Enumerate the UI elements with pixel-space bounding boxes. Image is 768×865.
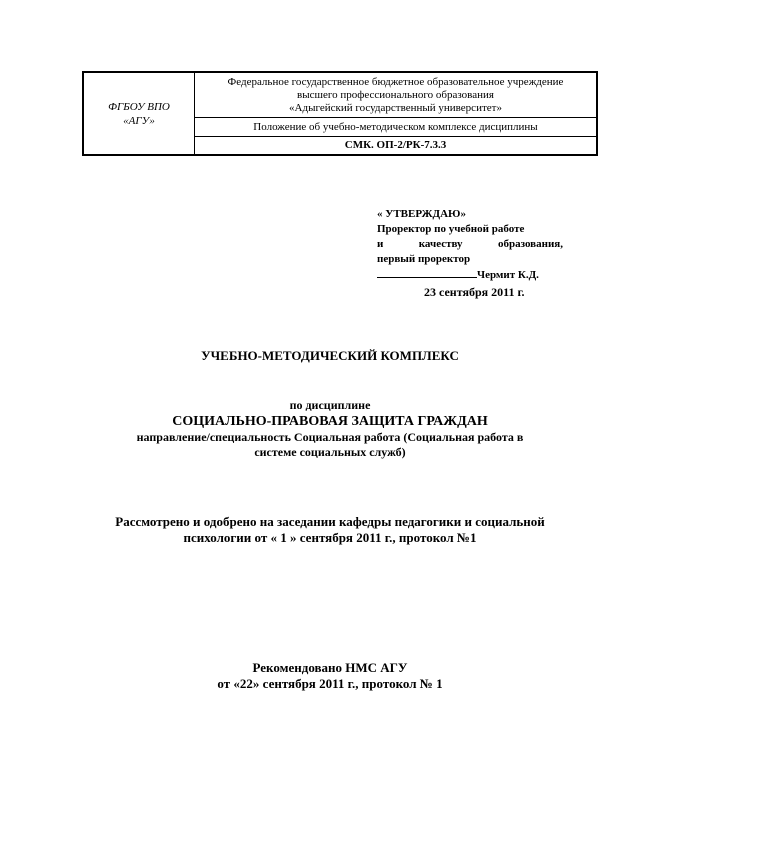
- document-header-table: [82, 71, 598, 156]
- approval-position-line3: первый проректор: [377, 253, 471, 265]
- regulation-title: Положение об учебно-методическом комплексе дисциплины: [195, 118, 598, 137]
- review-block: [60, 514, 600, 546]
- recommendation-line2: от «22» сентября 2011 г., протокол № 1: [217, 676, 443, 691]
- approval-signatory: Чермит К.Д.: [477, 269, 539, 281]
- org-full-name-cell: [195, 72, 598, 118]
- document-title: УЧЕБНО-МЕТОДИЧЕСКИЙ КОМПЛЕКС: [201, 348, 459, 363]
- org-full-line3: «Адыгейский государственный университет»: [289, 101, 502, 114]
- direction-line2: системе социальных служб): [254, 445, 406, 459]
- review-line2: психологии от « 1 » сентября 2011 г., протокол №1: [183, 530, 477, 545]
- approval-signature-row: [377, 267, 563, 283]
- approval-date: 23 сентября 2011 г.: [424, 285, 525, 299]
- recommendation-block: [60, 660, 600, 692]
- discipline-name: СОЦИАЛЬНО-ПРАВОВАЯ ЗАЩИТА ГРАЖДАН: [172, 414, 488, 429]
- discipline-block: [60, 398, 600, 460]
- discipline-label: по дисциплине: [289, 398, 371, 412]
- org-short-line2: «АГУ»: [123, 114, 155, 127]
- approval-position-line1: Проректор по учебной работе: [377, 223, 525, 235]
- org-full-line1: Федеральное государственное бюджетное образовательное учреждение: [227, 75, 564, 88]
- org-full-line2: высшего профессионального образования: [297, 88, 494, 101]
- approval-block: [377, 207, 563, 300]
- org-short-name-cell: [83, 72, 195, 155]
- signature-line: [377, 267, 477, 278]
- approval-title: « УТВЕРЖДАЮ»: [377, 208, 466, 220]
- org-short-line1: ФГБОУ ВПО: [108, 100, 170, 113]
- document-code: СМК. ОП-2/РК-7.3.3: [195, 137, 598, 156]
- review-line1: Рассмотрено и одобрено на заседании кафедры педагогики и социальной: [115, 514, 545, 529]
- approval-position-line2: и качеству образования,: [377, 238, 563, 250]
- direction-line1: направление/специальность Социальная работа (Социальная работа в: [136, 430, 524, 444]
- recommendation-line1: Рекомендовано НМС АГУ: [252, 660, 408, 675]
